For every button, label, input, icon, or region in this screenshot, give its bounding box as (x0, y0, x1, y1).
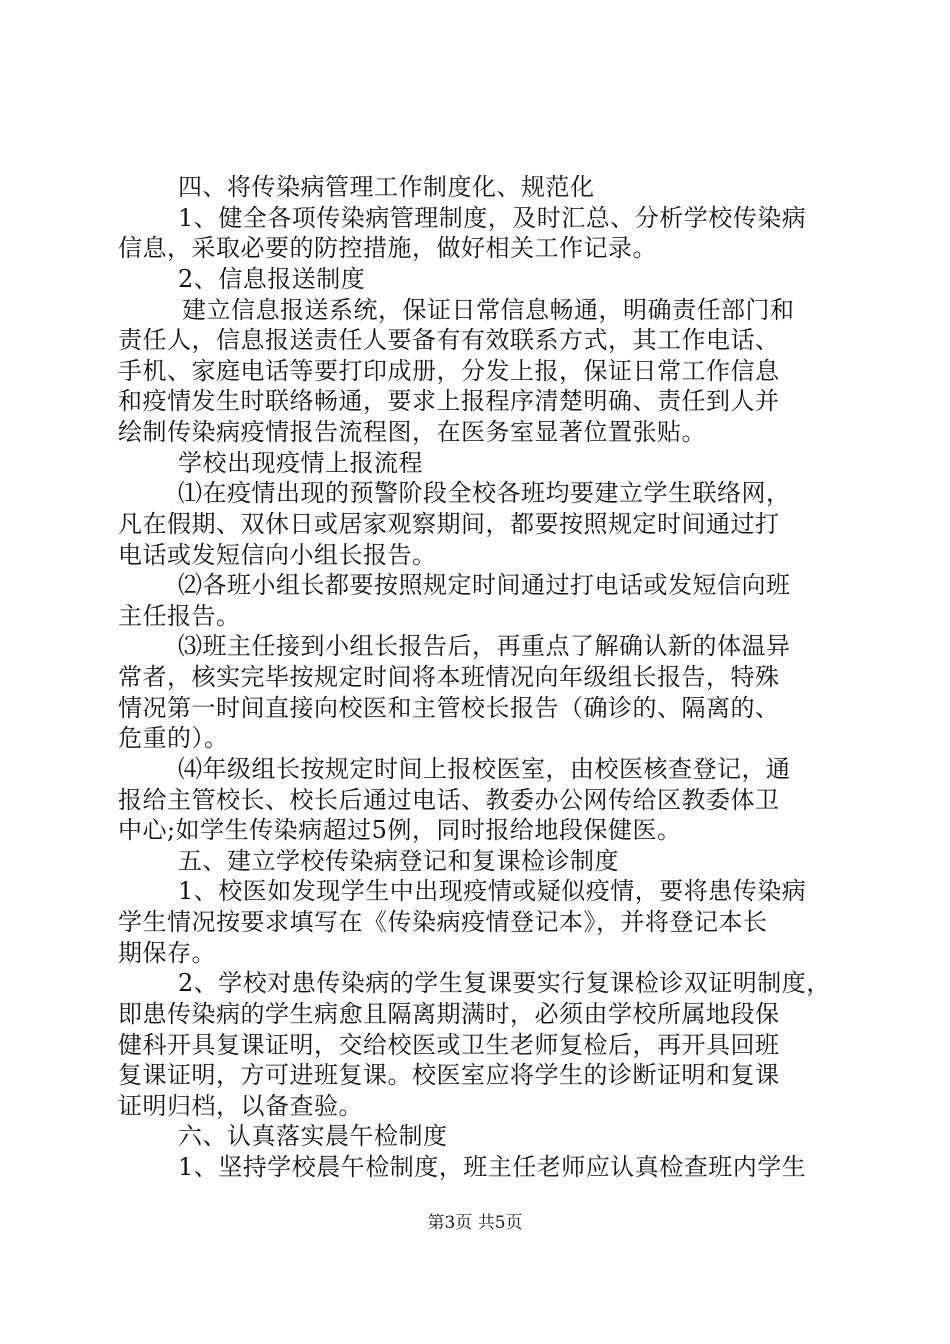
subheading-epidemic-flow: 学校出现疫情上报流程 (178, 448, 423, 477)
paragraph-line: 信息，采取必要的防控措施，做好相关工作记录。 (118, 234, 657, 263)
paragraph-line: 1、校医如发现学生中出现疫情或疑似疫情，要将患传染病 (178, 877, 807, 906)
paragraph-line: 报给主管校长、校长后通过电话、教委办公网传给区教委体卫 (118, 785, 780, 814)
subheading-info-reporting: 2、信息报送制度 (178, 264, 366, 293)
paragraph-line: 主任报告。 (118, 601, 241, 630)
paragraph-line: 期保存。 (118, 938, 216, 967)
paragraph-line: 即患传染病的学生病愈且隔离期满时，必须由学校所属地段保 (118, 999, 780, 1028)
paragraph-line: ⑴在疫情出现的预警阶段全校各班均要建立学生联络网， (178, 479, 791, 508)
heading-section-6: 六、认真落实晨午检制度 (178, 1122, 448, 1151)
paragraph-line: 复课证明，方可进班复课。校医室应将学生的诊断证明和复课 (118, 1061, 780, 1090)
paragraph-line: 健科开具复课证明，交给校医或卫生老师复检后，再开具回班 (118, 1030, 780, 1059)
paragraph-line: ⑷年级组长按规定时间上报校医室，由校医核查登记，通 (178, 754, 791, 783)
paragraph-line: 凡在假期、双休日或居家观察期间，都要按照规定时间通过打 (118, 509, 780, 538)
paragraph-line: 电话或发短信向小组长报告。 (118, 540, 437, 569)
heading-section-5: 五、建立学校传染病登记和复课检诊制度 (178, 846, 619, 875)
paragraph-line: 情况第一时间直接向校医和主管校长报告（确诊的、隔离的、 (118, 693, 780, 722)
paragraph-line: ⑵各班小组长都要按照规定时间通过打电话或发短信向班 (178, 571, 791, 600)
paragraph-line: 绘制传染病疫情报告流程图，在医务室显著位置张贴。 (118, 418, 706, 446)
paragraph-line: 建立信息报送系统，保证日常信息畅通，明确责任部门和 (182, 295, 795, 324)
paragraph-line: 常者，核实完毕按规定时间将本班情况向年级组长报告，特殊 (118, 663, 780, 691)
paragraph-line: 危重的）。 (118, 724, 229, 753)
paragraph-line: ⑶班主任接到小组长报告后，再重点了解确认新的体温异 (178, 632, 791, 661)
page-footer: 第3页 共5页 (427, 1213, 523, 1233)
paragraph-line: 证明归档，以备查验。 (118, 1091, 363, 1120)
paragraph-line: 手机、家庭电话等要打印成册，分发上报，保证日常工作信息 (118, 356, 780, 385)
paragraph-line: 学生情况按要求填写在《传染病疫情登记本》，并将登记本长 (118, 908, 768, 936)
paragraph-line: 责任人，信息报送责任人要备有有效联系方式，其工作电话、 (118, 326, 780, 355)
paragraph-line: 中心;如学生传染病超过5例，同时报给地段保健医。 (118, 816, 682, 845)
paragraph-line: 和疫情发生时联络畅通，要求上报程序清楚明确、责任到人并 (118, 387, 780, 416)
paragraph-line: 1、坚持学校晨午检制度，班主任老师应认真检查班内学生 (178, 1153, 807, 1181)
heading-section-4: 四、将传染病管理工作制度化、规范化 (178, 173, 595, 201)
paragraph-line: 1、健全各项传染病管理制度，及时汇总、分析学校传染病 (178, 203, 807, 232)
paragraph-line: 2、学校对患传染病的学生复课要实行复课检诊双证明制度， (178, 969, 831, 998)
